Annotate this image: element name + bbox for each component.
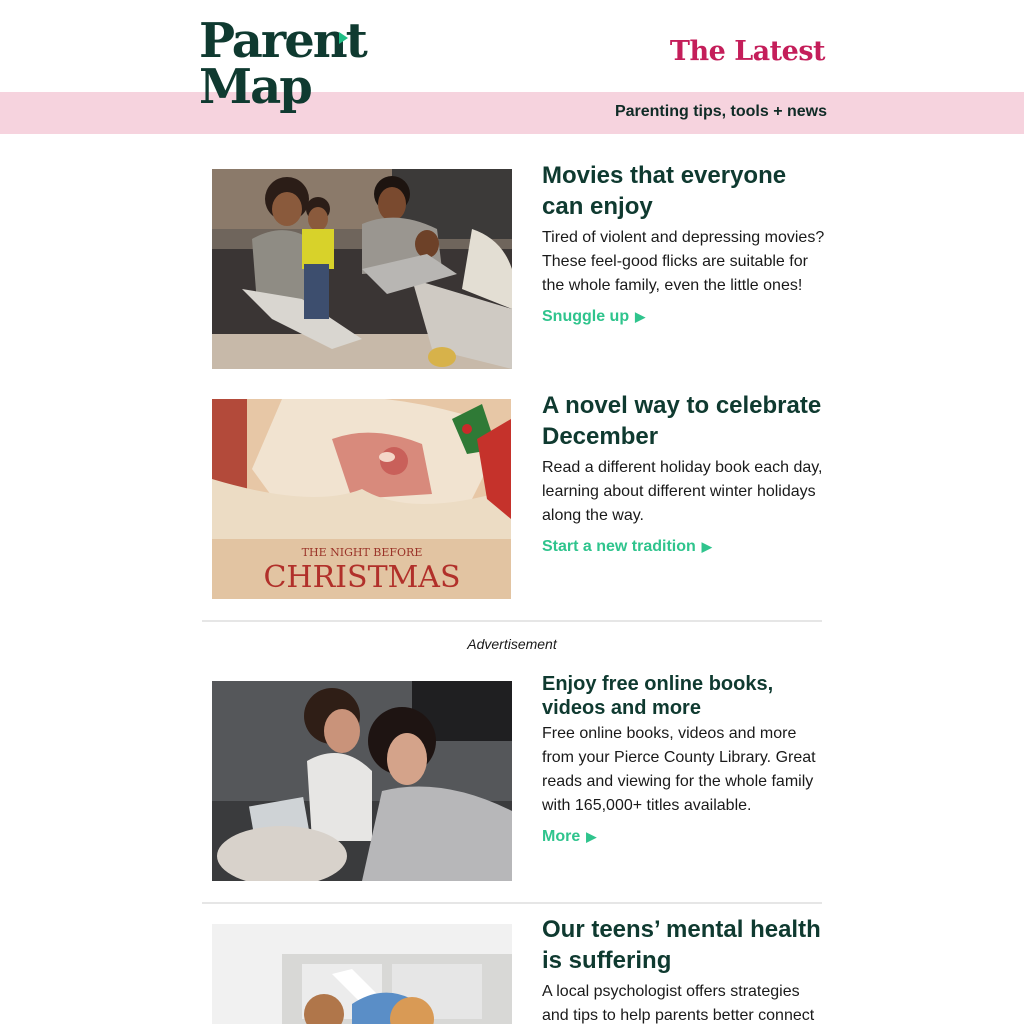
- play-arrow-icon: ▶: [635, 309, 646, 324]
- more-link[interactable]: [542, 828, 596, 846]
- logo-line-2: Map: [199, 59, 311, 115]
- tagline: Parenting tips, tools + news: [614, 103, 827, 120]
- snuggle-up-link[interactable]: [542, 308, 645, 326]
- article-content: [542, 914, 827, 1028]
- teens-image[interactable]: [212, 924, 512, 1024]
- article-content: [542, 390, 827, 556]
- parentmap-logo[interactable]: [199, 13, 366, 122]
- play-icon: [339, 32, 348, 44]
- article-title[interactable]: Movies that everyone can enjoy: [542, 162, 787, 220]
- advertisement-label: Advertisement: [467, 636, 557, 652]
- article-title[interactable]: A novel way to celebrate December: [542, 392, 822, 450]
- divider: [202, 620, 822, 622]
- article-december: [212, 390, 824, 600]
- play-arrow-icon: ▶: [701, 539, 712, 554]
- article-description: Free online books, videos and more from your Pierce County Library. Great reads and viewing for the whole family with 165,000+ titles available.: [542, 725, 816, 814]
- cta-label: Start a new tradition: [542, 538, 696, 555]
- article-description: Tired of violent and depressing movies? These feel-good flicks are suitable for the whole family, even the little ones!: [542, 229, 825, 294]
- cta-label: More: [542, 828, 581, 845]
- book-title: CHRISTMAS: [263, 560, 461, 595]
- article-description: Read a different holiday book each day, learning about different winter holidays along the way.: [542, 459, 823, 524]
- article-teens-mental-health: [212, 914, 824, 1024]
- start-tradition-link[interactable]: [542, 538, 712, 556]
- cta-label: Snuggle up: [542, 308, 630, 325]
- article-content: [542, 160, 827, 326]
- article-movies: [212, 160, 824, 370]
- movies-family-image[interactable]: [212, 169, 512, 369]
- tagline-band: [0, 92, 1024, 134]
- library-ad-image[interactable]: [212, 681, 512, 881]
- article-description: A local psychologist offers strategies and tips to help parents better connect: [542, 983, 815, 1024]
- article-library-ad: [212, 672, 824, 882]
- book-subtitle: THE NIGHT BEFORE: [301, 546, 423, 559]
- article-title[interactable]: Our teens’ mental health is suffering: [542, 916, 821, 974]
- section-title: The Latest: [669, 36, 825, 67]
- divider: [202, 902, 822, 904]
- article-title[interactable]: Enjoy free online books, videos and more: [542, 673, 774, 719]
- article-content: [542, 672, 827, 846]
- logo-line-1: Parent: [199, 13, 366, 69]
- play-arrow-icon: ▶: [586, 829, 597, 844]
- night-before-christmas-image[interactable]: [212, 399, 511, 599]
